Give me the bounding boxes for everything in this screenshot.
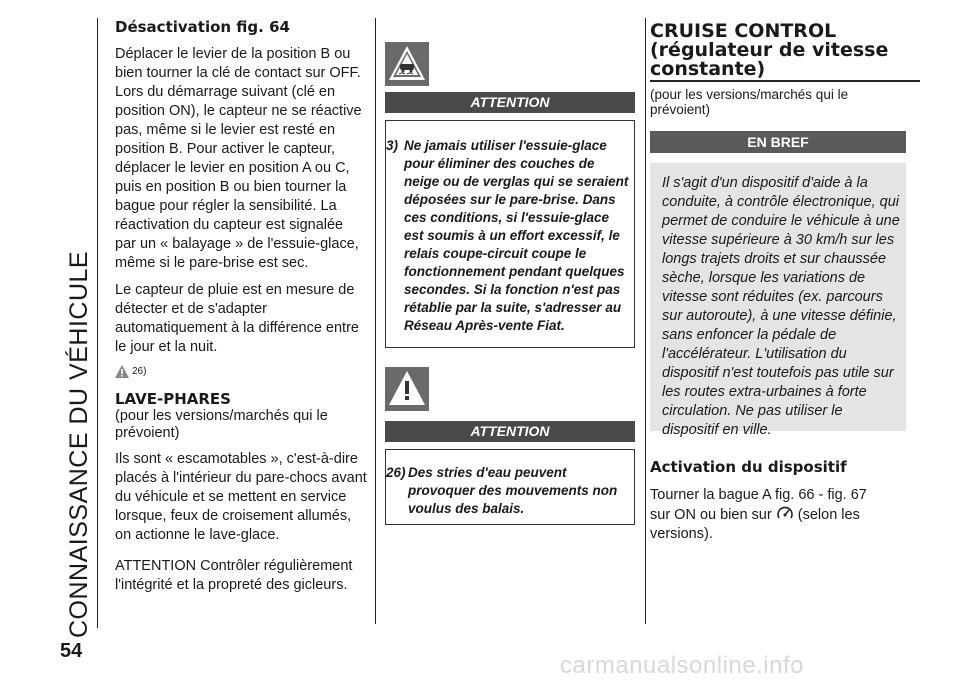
warning-box-2 bbox=[385, 449, 635, 525]
car-skid-icon bbox=[385, 42, 429, 86]
paragraph-lave-phares: Ils sont « escamotables », c'est-à-dire placés à l'intérieur du pare-chocs avant du véhicule et se mettent en service lorsque, feux de croisement allumés, on actionne le lave-glace. bbox=[115, 451, 367, 543]
warning-reference bbox=[115, 361, 367, 383]
warning-title-1: ATTENTION bbox=[385, 92, 635, 113]
reference-number: 26) bbox=[132, 366, 147, 377]
warning-box-1 bbox=[385, 120, 635, 348]
heading-desactivation: Désactivation fig. 64 bbox=[115, 18, 290, 36]
section-title bbox=[60, 18, 100, 638]
en-bref-title: EN BREF bbox=[650, 131, 906, 153]
en-bref-box bbox=[650, 163, 906, 438]
warning-triangle-icon bbox=[115, 365, 129, 378]
paragraph-attention-gicleurs: ATTENTION Contrôler régulièrement l'intégrité et la propreté des gicleurs. bbox=[115, 558, 353, 593]
warning-title-2: ATTENTION bbox=[385, 421, 635, 442]
page-number: 54 bbox=[60, 640, 83, 662]
heading-lave-phares: LAVE-PHARES bbox=[115, 390, 231, 408]
column-1 bbox=[115, 18, 367, 595]
en-bref-text: Il s'agit d'un dispositif d'aide à la conduite, à contrôle électronique, qui permet de conduire le véhicule à une vitesse supérieure à 30 km/h sur les longs trajets droits et sur chaussée sèche, lorsque les variations de vitesse sont réduites (ex. parcours sur autoroute), à une vitesse définie, sans enfoncer la pédale de l'accélérateur. L'utilisation du dispositif n'est toutefois pas utile sur les routes extra-urbaines à forte circulation. Ne pas utiliser le dispositif en ville. bbox=[662, 175, 900, 438]
section-title-text: CONNAISSANCE DU VÉHICULE bbox=[65, 250, 93, 638]
column-3 bbox=[650, 22, 906, 117]
paragraph-desactivation: Déplacer le levier de la position B ou bien tourner la clé de contact sur OFF. Lors du démarrage suivant (clé en position ON), le capteur ne se réactive pas, même si le levier est resté en position B. Pour activer le capteur, déplacer le levier en position A ou C, puis en position B ou bien tourner la bague pour régler la sensibilité. La réactivation du capteur est signalée par un « balayage » de l'essuie-glace, même si le pare-brise est sec. bbox=[115, 46, 362, 271]
warning-number-1: 3) bbox=[386, 138, 399, 153]
sidebar-divider bbox=[97, 18, 98, 628]
column-divider-1 bbox=[375, 18, 376, 624]
activation-section bbox=[650, 458, 906, 544]
exclamation-icon bbox=[385, 367, 429, 411]
heading-underline bbox=[650, 80, 920, 82]
watermark: carmanualsonline.info bbox=[560, 652, 804, 679]
paragraph-rain-sensor: Le capteur de pluie est en mesure de détecter et de s'adapter automatiquement à la différence entre le jour et la nuit. bbox=[115, 282, 359, 355]
paragraph-activation bbox=[650, 486, 890, 544]
heading-cruise-control: CRUISE CONTROL (régulateur de vitesse constante) bbox=[650, 20, 889, 80]
warning-body-1: Ne jamais utiliser l'essuie-glace pour éliminer des couches de neige ou de verglas qui se seraient déposées sur le pare-brise. Dans ces conditions, si l'essuie-glace est soumis à un effort excessif, le relais coupe-circuit coupe le fonctionnement pendant quelques secondes. Si la fonction n'est pas rétablie par la suite, s'adresser au Réseau Après-vente Fiat. bbox=[404, 138, 629, 333]
subheading-lave-phares: (pour les versions/marchés qui le prévoient) bbox=[115, 408, 328, 441]
subheading-cruise-control: (pour les versions/marchés qui le prévoient) bbox=[650, 87, 849, 117]
cruise-control-icon bbox=[776, 505, 794, 521]
activation-text-1: Tourner la bague A fig. 66 - fig. 67 sur ON ou bien sur bbox=[650, 487, 867, 523]
warning-text-2 bbox=[386, 464, 634, 518]
activation-text-2: (selon les versions). bbox=[650, 507, 860, 542]
heading-activation: Activation du dispositif bbox=[650, 458, 847, 476]
warning-body-2: Des stries d'eau peuvent provoquer des mouvements non voulus des balais. bbox=[408, 465, 618, 516]
warning-number-2: 26) bbox=[386, 465, 406, 480]
warning-text-1 bbox=[386, 137, 634, 335]
column-divider-2 bbox=[645, 18, 646, 624]
